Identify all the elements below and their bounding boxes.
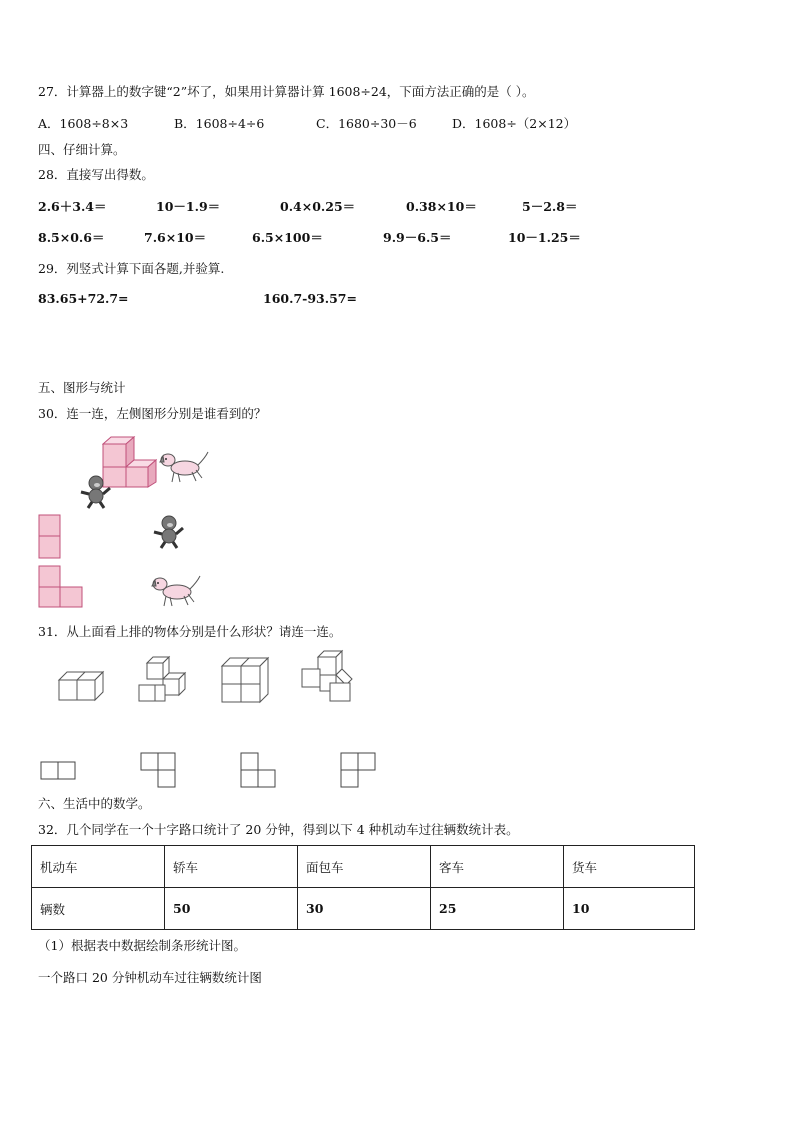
- object-cubes-3: [220, 656, 270, 704]
- q32-sub1: （1）根据表中数据绘制条形统计图。: [38, 938, 246, 953]
- q27-option-a: A．1608÷8×3: [38, 116, 129, 131]
- q27-option-d: D．1608÷（2×12）: [452, 116, 577, 131]
- table-header-cell: 机动车: [32, 846, 165, 888]
- view-shape-l: [38, 565, 84, 609]
- section-4-heading: 四、仔细计算。: [38, 142, 126, 157]
- q28-item: 2.6＋3.4＝: [38, 199, 107, 214]
- table-cell: 10: [564, 888, 695, 930]
- top-view-3: [240, 752, 276, 788]
- section-6-heading: 六、生活中的数学。: [38, 796, 151, 811]
- q32-stem: 32．几个同学在一个十字路口统计了 20 分钟，得到以下 4 种机动车过往辆数统计表。: [38, 822, 519, 837]
- q29-stem: 29．列竖式计算下面各题,并验算.: [38, 261, 225, 276]
- object-cubes-2: [137, 655, 187, 705]
- table-cell: 25: [431, 888, 564, 930]
- dog-icon: [158, 448, 210, 486]
- table-header-cell: 货车: [564, 846, 695, 888]
- vehicle-count-table: [31, 845, 695, 930]
- q29-item: 83.65+72.7=: [38, 291, 129, 306]
- table-row: [32, 888, 695, 930]
- top-view-1: [40, 761, 76, 781]
- monkey-icon: [79, 474, 113, 510]
- dog-icon: [150, 572, 202, 610]
- chart-title: 一个路口 20 分钟机动车过往辆数统计图: [38, 970, 262, 985]
- object-cubes-1: [57, 668, 105, 702]
- table-cell: 50: [165, 888, 298, 930]
- top-view-4: [340, 752, 376, 788]
- top-view-2: [140, 752, 176, 788]
- q30-stem: 30．连一连，左侧图形分别是谁看到的？: [38, 406, 267, 421]
- q28-item: 0.4×0.25＝: [280, 199, 356, 214]
- q27-option-c: C．1680÷30－6: [316, 116, 417, 131]
- table-header-cell: 面包车: [298, 846, 431, 888]
- object-cubes-4: [300, 649, 354, 703]
- table-cell: 30: [298, 888, 431, 930]
- table-header-cell: 轿车: [165, 846, 298, 888]
- q28-item: 10－1.9＝: [156, 199, 221, 214]
- view-shape-vertical: [38, 514, 62, 560]
- q31-stem: 31．从上面看上排的物体分别是什么形状？请连一连。: [38, 624, 342, 639]
- monkey-icon: [152, 514, 186, 550]
- q28-item: 7.6×10＝: [144, 230, 207, 245]
- q28-item: 6.5×100＝: [252, 230, 323, 245]
- table-header-cell: 客车: [431, 846, 564, 888]
- q28-stem: 28．直接写出得数。: [38, 167, 154, 182]
- q29-item: 160.7-93.57=: [263, 291, 357, 306]
- q28-item: 10－1.25＝: [508, 230, 581, 245]
- q28-item: 0.38×10＝: [406, 199, 477, 214]
- section-5-heading: 五、图形与统计: [38, 380, 126, 395]
- q28-item: 9.9－6.5＝: [383, 230, 452, 245]
- q27-stem: 27．计算器上的数字键“2”坏了，如果用计算器计算 1608÷24，下面方法正确的是（ ）。: [38, 84, 535, 99]
- table-row-label: 辆数: [32, 888, 165, 930]
- q28-item: 5－2.8＝: [522, 199, 578, 214]
- q27-option-b: B．1608÷4÷6: [174, 116, 265, 131]
- table-header-row: [32, 846, 695, 888]
- q28-item: 8.5×0.6＝: [38, 230, 105, 245]
